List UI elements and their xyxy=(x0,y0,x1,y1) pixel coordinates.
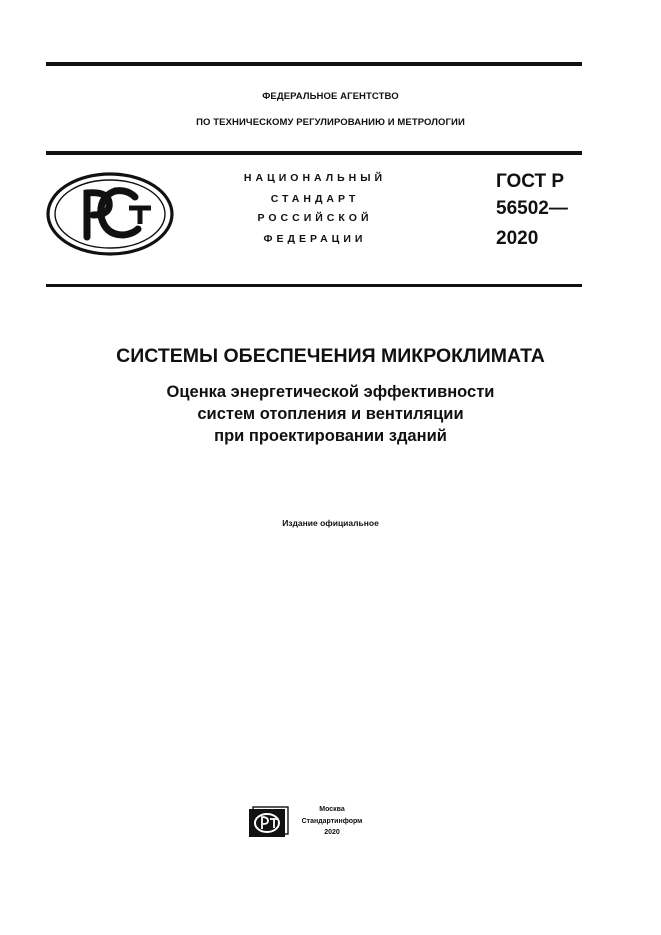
gost-r-emblem-icon xyxy=(45,171,175,257)
standard-bottom-rule xyxy=(46,284,582,287)
gost-designation-line-3: 2020 xyxy=(496,228,539,249)
standartinform-logo-icon xyxy=(248,806,289,839)
national-standard-line-2: СТАНДАРТ xyxy=(270,193,360,205)
top-rule xyxy=(46,62,582,66)
publisher-year: 2020 xyxy=(324,829,340,836)
publisher-city: Москва xyxy=(319,806,345,813)
agency-line-2: ПО ТЕХНИЧЕСКОМУ РЕГУЛИРОВАНИЮ И МЕТРОЛОГИИ xyxy=(196,117,465,128)
national-standard-line-3: РОССИЙСКОЙ xyxy=(257,212,373,224)
agency-line-1: ФЕДЕРАЛЬНОЕ АГЕНТСТВО xyxy=(262,91,399,102)
edition-note: Издание официальное xyxy=(282,518,379,528)
document-title: СИСТЕМЫ ОБЕСПЕЧЕНИЯ МИКРОКЛИМАТА xyxy=(116,345,545,367)
gost-designation-line-1: ГОСТ Р xyxy=(496,171,565,192)
standard-top-rule xyxy=(46,151,582,155)
gost-designation-line-2: 56502— xyxy=(496,198,568,219)
national-standard-line-1: НАЦИОНАЛЬНЫЙ xyxy=(243,172,387,184)
document-subtitle-line-2: систем отопления и вентиляции xyxy=(197,405,464,423)
document-subtitle-line-3: при проектировании зданий xyxy=(214,427,447,445)
national-standard-line-4: ФЕДЕРАЦИИ xyxy=(263,233,367,245)
publisher-name: Стандартинформ xyxy=(301,818,363,825)
document-subtitle-line-1: Оценка энергетической эффективности xyxy=(166,383,495,401)
